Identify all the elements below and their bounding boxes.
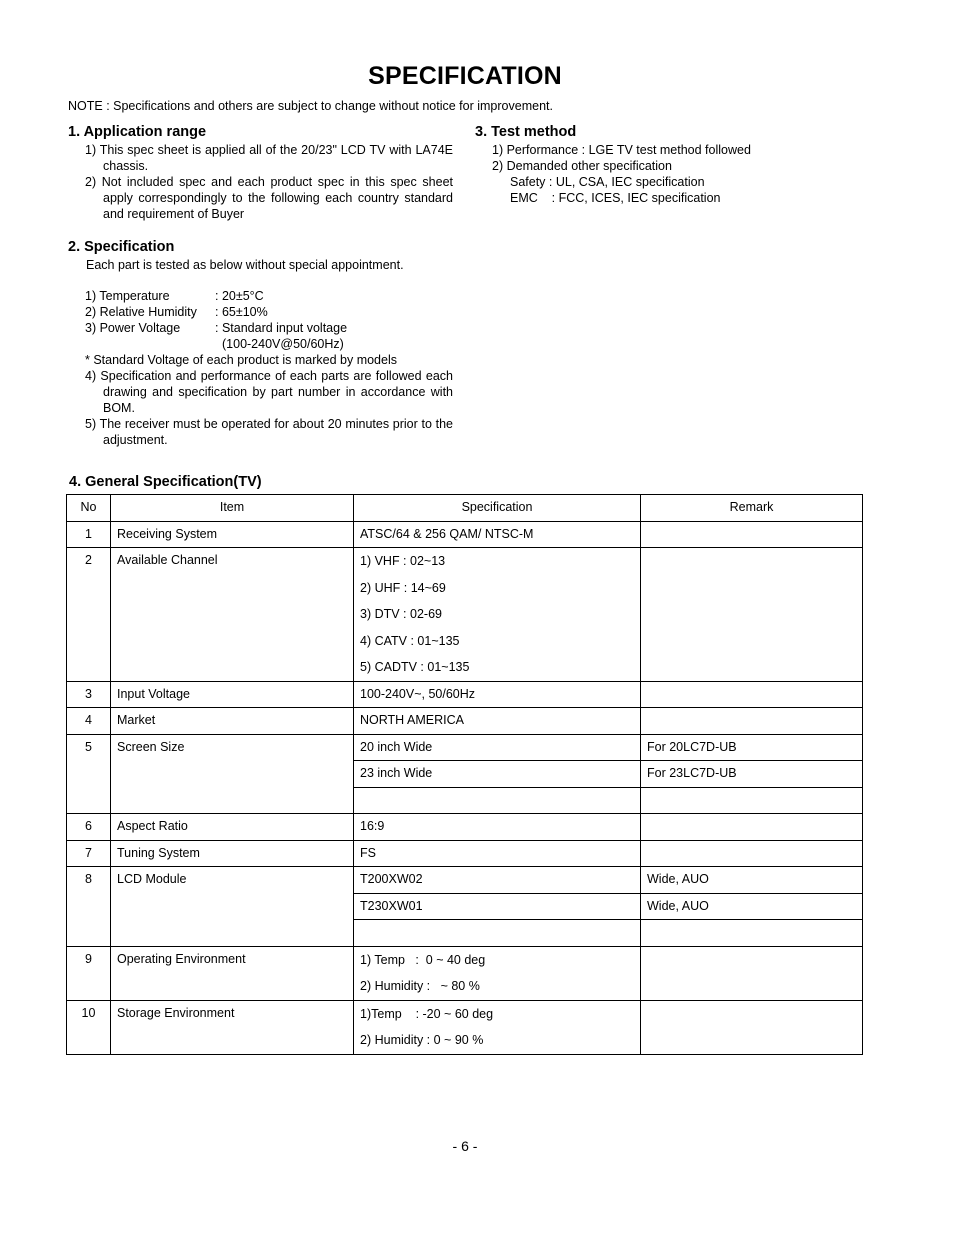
humidity-label: 2) Relative Humidity: [85, 305, 197, 319]
section3-item2: 2) Demanded other specification: [492, 159, 672, 173]
row-item: Receiving System: [111, 521, 354, 548]
row-item: Market: [111, 708, 354, 735]
row-no: 9: [67, 946, 111, 1000]
row-spec: FS: [354, 840, 641, 867]
row-remark: [641, 681, 863, 708]
header-spec: Specification: [354, 495, 641, 522]
table-row: [67, 521, 863, 548]
section3-heading: 3. Test method: [475, 124, 577, 140]
table-row: [67, 867, 863, 894]
row-spec: [354, 920, 641, 947]
row-item: Screen Size: [111, 734, 354, 814]
row-remark: For 20LC7D-UB: [641, 734, 863, 761]
spec-line: 2) Humidity : ~ 80 %: [360, 979, 480, 993]
page-number: - 6 -: [452, 1138, 478, 1154]
row-remark: [641, 521, 863, 548]
spec-line: 1)Temp : -20 ~ 60 deg: [360, 1006, 494, 1021]
note-text: NOTE : Specifications and others are subject to change without notice for improvement.: [68, 99, 553, 113]
section1-item1: 1) This spec sheet is applied all of the 20/23" LCD TV with LA74E chassis.: [85, 143, 453, 173]
row-remark: [641, 840, 863, 867]
row-item: Available Channel: [111, 548, 354, 682]
row-no: 3: [67, 681, 111, 708]
section3-item1: 1) Performance : LGE TV test method followed: [492, 143, 751, 157]
table-row: [67, 814, 863, 841]
row-remark: Wide, AUO: [641, 893, 863, 920]
row-no: 2: [67, 548, 111, 682]
row-no: 5: [67, 734, 111, 814]
emc-spec: EMC : FCC, ICES, IEC specification: [510, 191, 721, 205]
row-spec: 100-240V~, 50/60Hz: [354, 681, 641, 708]
section4-heading: 4. General Specification(TV): [69, 474, 262, 490]
row-spec: [354, 548, 641, 682]
temperature-label: 1) Temperature: [85, 289, 170, 303]
row-item: Aspect Ratio: [111, 814, 354, 841]
humidity-value: : 65±10%: [215, 305, 268, 319]
header-item: Item: [111, 495, 354, 522]
row-item: Tuning System: [111, 840, 354, 867]
spec-line: 5) CADTV : 01~135: [360, 660, 470, 674]
spec-line: 4) CATV : 01~135: [360, 633, 460, 648]
row-remark: [641, 1000, 863, 1054]
section2-item4: 4) Specification and performance of each parts are followed each drawing and specification by part number in accordance with BOM.: [85, 369, 453, 415]
row-remark: [641, 920, 863, 947]
header-remark: Remark: [641, 495, 863, 522]
section1-heading: 1. Application range: [68, 124, 207, 140]
spec-line: 2) Humidity : 0 ~ 90 %: [360, 1033, 484, 1047]
row-no: 6: [67, 814, 111, 841]
row-no: 4: [67, 708, 111, 735]
row-item: Input Voltage: [111, 681, 354, 708]
general-spec-table: [66, 494, 863, 1055]
standard-voltage-note: * Standard Voltage of each product is marked by models: [85, 353, 397, 367]
row-remark: [641, 548, 863, 682]
row-no: 10: [67, 1000, 111, 1054]
row-spec: 23 inch Wide: [354, 761, 641, 788]
table-row: [67, 708, 863, 735]
row-spec: ATSC/64 & 256 QAM/ NTSC-M: [354, 521, 641, 548]
row-spec: [354, 946, 641, 1000]
row-spec: 16:9: [354, 814, 641, 841]
row-remark: [641, 814, 863, 841]
row-item: Storage Environment: [111, 1000, 354, 1054]
header-no: No: [67, 495, 111, 522]
humidity-row: [85, 304, 268, 320]
row-spec: T230XW01: [354, 893, 641, 920]
row-remark: [641, 787, 863, 814]
section1-item2: 2) Not included spec and each product spec in this spec sheet apply correspondingly to the following each country standard and requirement of Buyer: [85, 175, 453, 221]
row-remark: [641, 946, 863, 1000]
row-item: Operating Environment: [111, 946, 354, 1000]
row-spec: T200XW02: [354, 867, 641, 894]
table-row: [67, 548, 863, 682]
row-spec: [354, 1000, 641, 1054]
table-row: [67, 840, 863, 867]
section2-heading: 2. Specification: [68, 239, 175, 255]
row-spec: [354, 787, 641, 814]
row-item: LCD Module: [111, 867, 354, 947]
row-spec: 20 inch Wide: [354, 734, 641, 761]
spec-line: 2) UHF : 14~69: [360, 580, 446, 595]
spec-line: 3) DTV : 02-69: [360, 607, 442, 621]
row-remark: Wide, AUO: [641, 867, 863, 894]
temperature-value: : 20±5°C: [215, 289, 264, 303]
table-row: [67, 681, 863, 708]
page-title: SPECIFICATION: [368, 62, 562, 90]
power-voltage-row: [85, 320, 347, 336]
row-no: 1: [67, 521, 111, 548]
row-no: 7: [67, 840, 111, 867]
table-row: [67, 1000, 863, 1054]
safety-spec: Safety : UL, CSA, IEC specification: [510, 175, 705, 189]
table-row: [67, 946, 863, 1000]
power-voltage-value: : Standard input voltage: [215, 321, 348, 335]
power-voltage-range: (100-240V@50/60Hz): [222, 337, 344, 351]
table-row: [67, 734, 863, 761]
power-voltage-label: 3) Power Voltage: [85, 321, 181, 335]
row-spec: NORTH AMERICA: [354, 708, 641, 735]
section2-intro: Each part is tested as below without special appointment.: [86, 258, 404, 272]
row-remark: For 23LC7D-UB: [641, 761, 863, 788]
table-header-row: [67, 495, 863, 522]
row-remark: [641, 708, 863, 735]
section2-item5: 5) The receiver must be operated for about 20 minutes prior to the adjustment.: [85, 417, 453, 447]
spec-line: 1) Temp : 0 ~ 40 deg: [360, 952, 486, 967]
spec-line: 1) VHF : 02~13: [360, 554, 446, 568]
temperature-row: [85, 288, 264, 304]
row-no: 8: [67, 867, 111, 947]
